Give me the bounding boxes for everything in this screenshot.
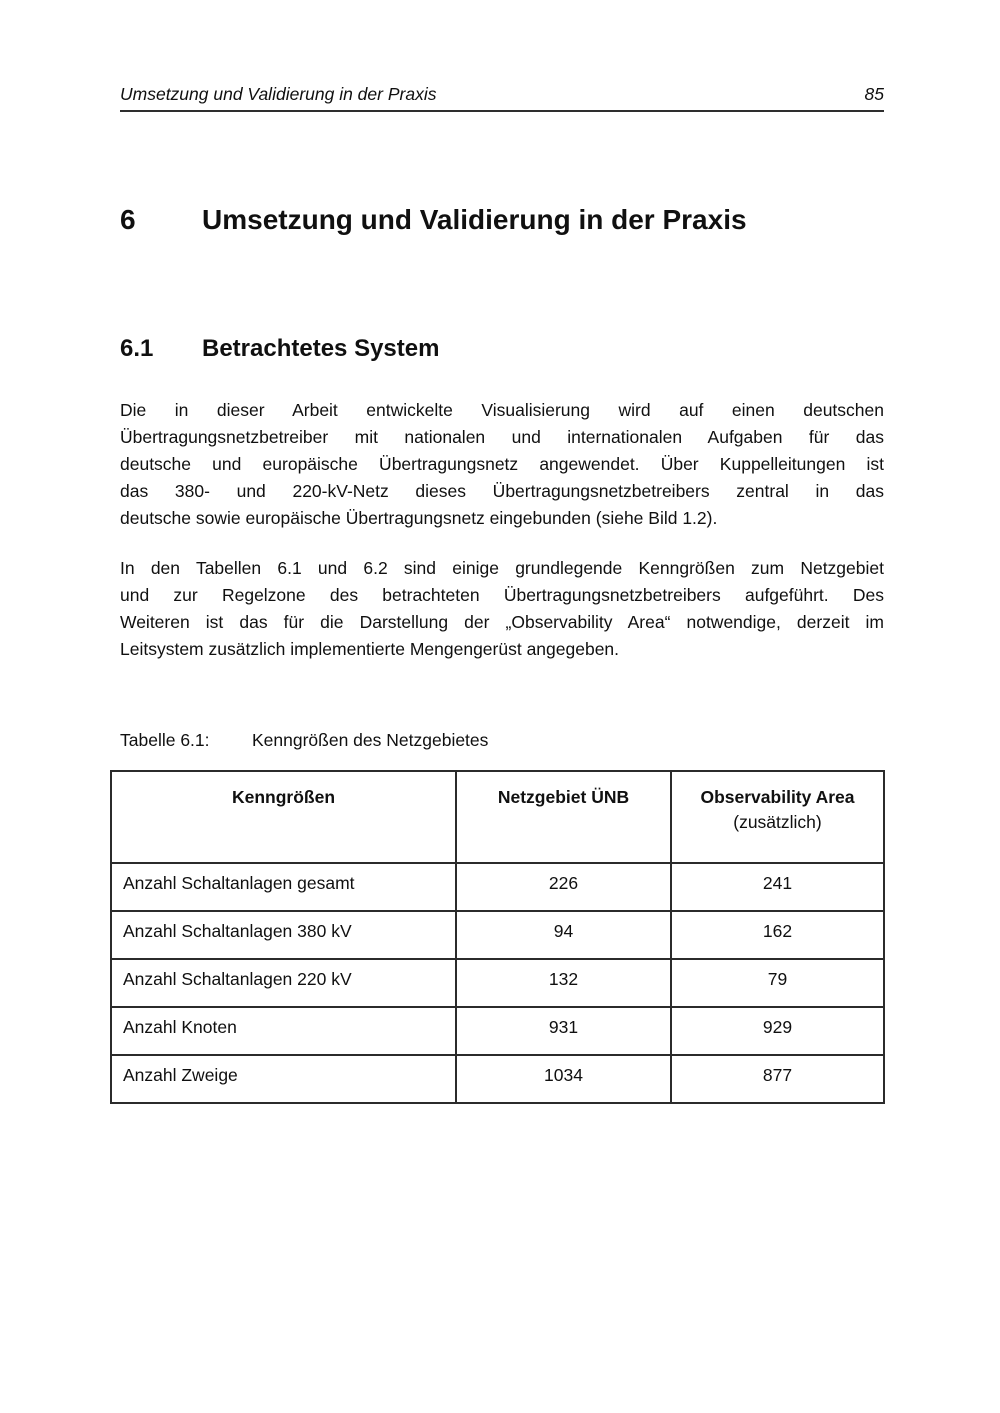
row-value-netzgebiet-unb: 226 [456, 863, 671, 911]
row-value-observability-area: 79 [671, 959, 884, 1007]
paragraph-line: Leitsystem zusätzlich implementierte Mengengerüst angegeben. [120, 639, 620, 659]
row-value-observability-area: 929 [671, 1007, 884, 1055]
header-observability-area-label: Observability Area [700, 787, 855, 807]
row-label: Anzahl Schaltanlagen gesamt [111, 863, 456, 911]
row-label: Anzahl Schaltanlagen 380 kV [111, 911, 456, 959]
row-value-netzgebiet-unb: 1034 [456, 1055, 671, 1103]
section-title: Betrachtetes System [202, 335, 440, 362]
kenngroessen-table [110, 770, 885, 1104]
row-label: Anzahl Knoten [111, 1007, 456, 1055]
table-header [111, 771, 884, 863]
table-row [111, 959, 884, 1007]
paragraph-2 [120, 555, 884, 663]
table-row [111, 1055, 884, 1103]
table-row [111, 911, 884, 959]
paragraph-line: Die in dieser Arbeit entwickelte Visualisierung wird auf einen deutschen [120, 400, 884, 420]
section-number: 6.1 [120, 335, 154, 362]
paragraph-line: deutsche sowie europäische Übertragungsnetz eingebunden (siehe Bild 1.2). [120, 508, 718, 528]
row-value-netzgebiet-unb: 931 [456, 1007, 671, 1055]
paragraph-line: In den Tabellen 6.1 und 6.2 sind einige grundlegende Kenngrößen zum Netzgebiet [120, 558, 884, 578]
table-row [111, 863, 884, 911]
table-caption [120, 729, 884, 751]
row-value-observability-area: 241 [671, 863, 884, 911]
paragraph-1 [120, 397, 884, 532]
paragraph-line: deutsche und europäische Übertragungsnetz angewendet. Über Kuppelleitungen ist [120, 454, 884, 474]
chapter-title: Umsetzung und Validierung in der Praxis [202, 204, 747, 235]
paragraph-line: Weiteren ist das für die Darstellung der „Observability Area“ notwendige, derzeit im [120, 612, 884, 632]
row-value-netzgebiet-unb: 94 [456, 911, 671, 959]
table-caption-text: Kenngrößen des Netzgebietes [252, 730, 489, 750]
chapter-number: 6 [120, 204, 136, 235]
chapter-heading [120, 202, 884, 238]
row-label: Anzahl Schaltanlagen 220 kV [111, 959, 456, 1007]
running-header [120, 0, 884, 112]
header-netzgebiet-unb-label: Netzgebiet ÜNB [497, 787, 630, 807]
row-value-observability-area: 877 [671, 1055, 884, 1103]
table-row [111, 1007, 884, 1055]
header-observability-area-note: (zusätzlich) [733, 812, 822, 832]
row-value-netzgebiet-unb: 132 [456, 959, 671, 1007]
running-header-title: Umsetzung und Validierung in der Praxis [120, 84, 437, 104]
header-kenngroessen-label: Kenngrößen [231, 787, 336, 807]
header-observability-area [671, 771, 884, 863]
paragraph-line: das 380- und 220-kV-Netz dieses Übertragungsnetzbetreibers zentral in das [120, 481, 884, 501]
row-label: Anzahl Zweige [111, 1055, 456, 1103]
row-value-observability-area: 162 [671, 911, 884, 959]
table-body [111, 863, 884, 1103]
paragraph-line: Übertragungsnetzbetreiber mit nationalen und internationalen Aufgaben für das [120, 427, 884, 447]
page-number: 85 [864, 84, 884, 104]
paragraph-line: und zur Regelzone des betrachteten Übertragungsnetzbetreibers aufgeführt. Des [120, 585, 884, 605]
header-kenngroessen [111, 771, 456, 863]
header-netzgebiet-unb [456, 771, 671, 863]
table-caption-label: Tabelle 6.1: [120, 730, 210, 750]
table-header-row [111, 771, 884, 863]
section-heading [120, 334, 884, 364]
